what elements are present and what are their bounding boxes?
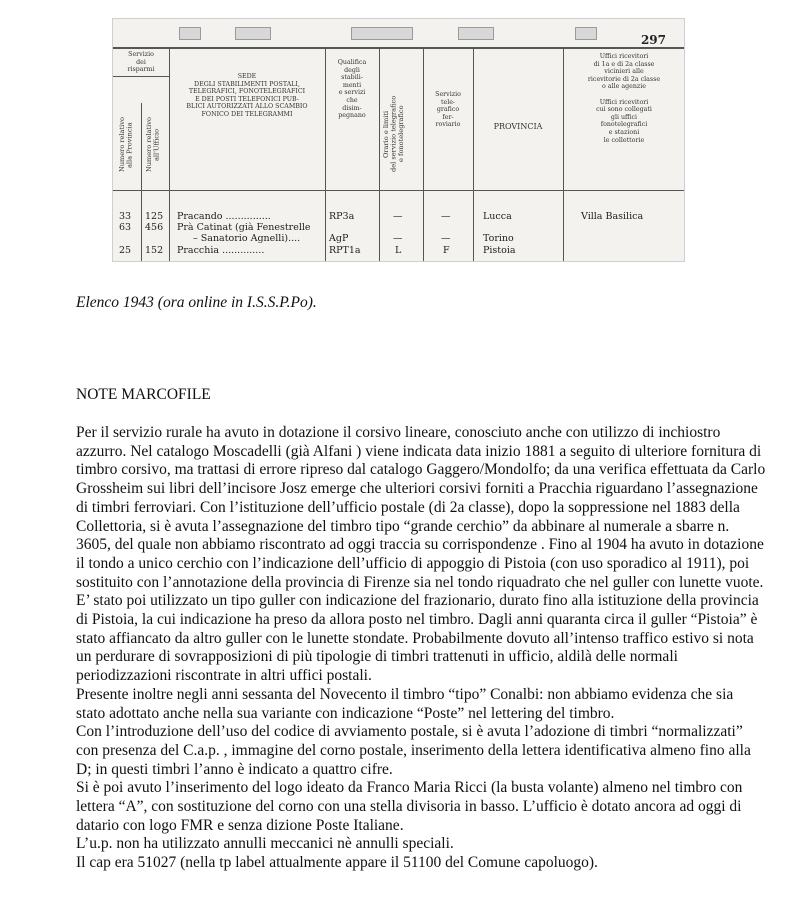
scan-header-mark [235,27,271,40]
scanned-table-image [112,18,685,262]
cell-qualifica: AgP [329,233,349,244]
header-numero-provincia: Numero relativo alla Provincia [118,117,134,173]
scan-page-number: 297 [640,33,666,47]
cell-num-provincia: 33 [119,211,132,222]
header-servizio-telegrafico: Servizio tele- grafico fer- roviario [435,91,461,129]
header-numero-ufficio: Numero relativo all'Ufficio [145,117,161,173]
cell-sede: – Sanatorio Agnelli).... [193,233,301,244]
scan-header-mark [179,27,201,40]
header-uffici-ricevitori: Uffici ricevitori di 1a e di 2a classe vicinieri alle ricevitorie di 2a classe o alle agenzie Uffici ricevitori cui sono collegati gli uffici fonotelegrafici e stazioni le collettorie [587,53,661,144]
paragraph: Il cap era 51027 (nella tp label attualmente appare il 51100 del Comune capoluogo). [76,854,598,872]
cell-servizio: — [441,233,451,244]
header-qualifica: Qualifica degli stabili- menti e servizi che disim- pegnano [337,59,367,120]
cell-qualifica: RPT1a [329,245,361,256]
image-caption: Elenco 1943 (ora online in I.S.S.P.Po). [76,294,317,311]
paragraph: Si è poi avuto l’inserimento del logo ideato da Franco Maria Ricci (la busta volante) almeno nel timbro con lettera “A”, con sostituzione del corno con una stella divisoria in basso. L’ufficio è dotato ancora ad oggi di datario con logo FMR e senza dizione Poste Italiane. [76,779,743,834]
paragraph: Per il servizio rurale ha avuto in dotazione il corsivo lineare, conosciuto anche con utilizzo di inchiostro azzurro. Nel catalogo Moscadelli (già Alfani ) viene indicata data inizio 1881 a seguito di ulteriore fornitura di timbro corsivo, ma trattasi di errore ripreso dal catalogo Gaggero/Mondolfo; da una verifica effettuata da Carlo Grossheim sui libri dell’incisore Josz emerge che ulteriori corsivi forniti a Pracchia riguardano l’assegnazione di timbri ferroviari. Con l’istituzione dell’ufficio postale (di 2a classe), dopo la soppressione nel 1883 della Collettoria, si è avuta l’assegnazione del timbro tipo “grande cerchio” da abbinare al numerale a sbarre n. 3605, del quale non abbiamo riscontrato ad oggi traccia su corrispondenze . Fino al 1904 ha avuto in dotazione il tondo a unico cerchio con l’indicazione dell’ufficio di appoggio di Pistoia (con uso sporadico al 1911), poi sostituito con l’annotazione della provincia di Firenze sia nel tondo riquadrato che nel guller con lunette vuote. E’ stato poi utilizzato un tipo guller con indicazione del frazionario, durato fino alla istituzione della provincia di Pistoia, la cui indicazione ha preso da allora posto nel timbro. Dagli anni quaranta circa il guller “Pistoia” è stato affiancato da altro guller con le lunette stondate. Probabilmente dovuto all’intenso traffico estivo si nota un perdurare di sovrapposizioni di più tipologie di timbri trattenuti in ufficio, aldilà delle normali periodizzazioni riscontrate in altri uffici postali. [76,424,766,685]
cell-sede: Prà Catinat (già Fenestrelle [177,222,311,233]
header-provincia: PROVINCIA [493,122,543,131]
cell-provincia: Lucca [483,211,512,222]
cell-servizio: — [441,211,451,222]
cell-num-provincia: 63 [119,222,132,233]
cell-orario: L [395,245,402,256]
scan-header-mark [351,27,413,40]
header-servizio-risparmi: Servizio dei risparmi [127,51,155,74]
cell-sede: Pracando ............... [177,211,271,222]
cell-ufficio: Villa Basilica [581,211,644,222]
section-heading: NOTE MARCOFILE [76,386,211,403]
header-orario-telegrafico: Orario e limiti del servizio telegrafico e fonotelegrafico [382,95,405,173]
cell-servizio: F [443,245,450,256]
body-text [76,424,766,873]
cell-orario: — [393,233,403,244]
cell-qualifica: RP3a [329,211,355,222]
cell-num-ufficio: 152 [145,245,164,256]
paragraph: L’u.p. non ha utilizzato annulli meccanici nè annulli speciali. [76,835,454,853]
cell-num-ufficio: 456 [145,222,164,233]
paragraph: Con l’introduzione dell’uso del codice di avviamento postale, si è avuta l’adozione di timbri “normalizzati” con presenza del C.a.p. , immagine del corno postale, inserimento della lettera identificativa almeno fino alla D; in questi timbri l’anno è indicato a quattro cifre. [76,723,751,778]
cell-provincia: Pistoia [483,245,516,256]
cell-num-ufficio: 125 [145,211,164,222]
cell-provincia: Torino [483,233,514,244]
header-sede: SEDE DEGLI STABILIMENTI POSTALI, TELEGRAFICI, FONOTELEGRAFICI E DEI POSTI TELEFONICI PUB- BLICI AUTORIZZATI ALLO SCAMBIO FONICO DEI TELEGRAMMI [186,73,308,118]
scan-header-mark [575,27,597,40]
scan-header-mark [458,27,494,40]
cell-sede: Pracchia .............. [177,245,265,256]
cell-num-provincia: 25 [119,245,132,256]
cell-orario: — [393,211,403,222]
paragraph: Presente inoltre negli anni sessanta del Novecento il timbro “tipo” Conalbi: non abbiamo evidenza che sia stato adottato anche nella sua variante con indicazione “Poste” nel lettering del timbro. [76,685,734,722]
